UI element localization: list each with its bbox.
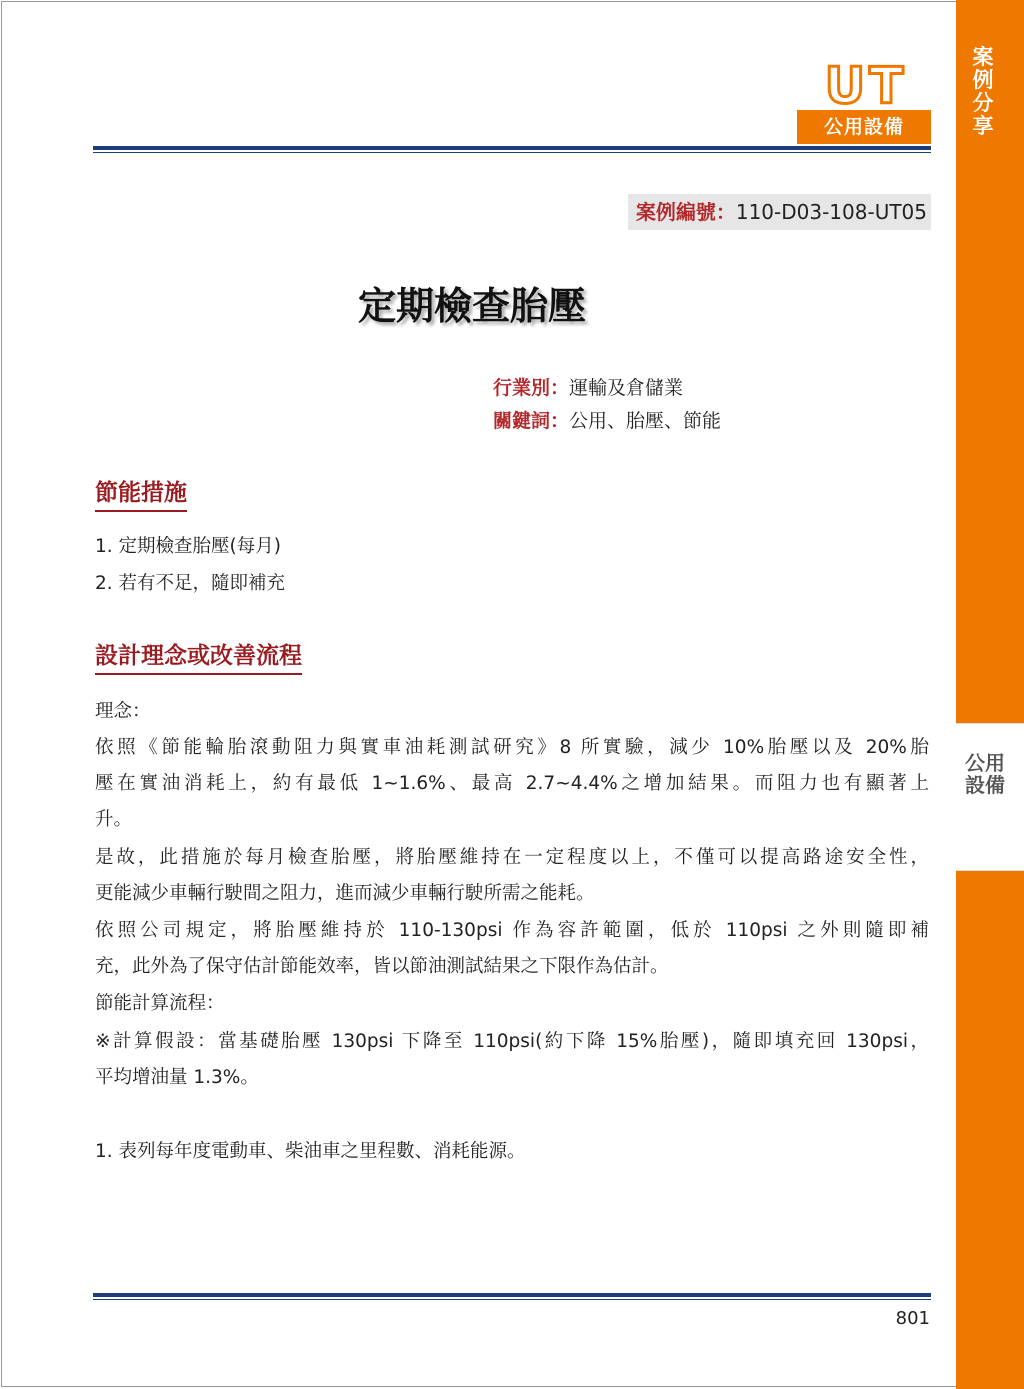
side-band — [956, 0, 1024, 1389]
side-label-case-share: 案例分享 — [972, 45, 994, 138]
design-line: 依照《節能輪胎滾動阻力與實車油耗測試研究》8 所實驗，減少 10%胎壓以及 20%胎 — [95, 737, 929, 758]
case-number-label: 案例編號： — [635, 200, 736, 224]
keywords-value: 公用、胎壓、節能 — [569, 410, 722, 432]
ut-logo — [797, 62, 931, 146]
logo-category-bar: 公用設備 — [797, 110, 931, 144]
measure-item: 1. 定期檢查胎壓(每月) — [95, 536, 281, 557]
design-line: 節能計算流程： — [95, 993, 225, 1014]
industry-line — [493, 372, 683, 404]
design-line: 是故，此措施於每月檢查胎壓，將胎壓維持在一定程度以上，不僅可以提高路途安全性， — [95, 847, 929, 868]
page-title-text: 定期檢查胎壓 — [357, 284, 586, 328]
design-line: ※計算假設：當基礎胎壓 130psi 下降至 110psi(約下降 15%胎壓)，隨即填充回 130psi， — [95, 1031, 929, 1052]
industry-value: 運輸及倉儲業 — [569, 377, 684, 399]
footer-rule — [93, 1293, 931, 1300]
keywords-label: 關鍵詞： — [493, 410, 570, 432]
design-heading: 設計理念或改善流程 — [95, 637, 302, 675]
case-number-value: 110-D03-108-UT05 — [735, 200, 927, 224]
keywords-line — [493, 405, 721, 437]
side-category-tab — [956, 723, 1024, 871]
side-label-category: 公用設備 — [965, 751, 1005, 797]
header-rule — [93, 146, 931, 153]
design-line: 1. 表列每年度電動車、柴油車之里程數、消耗能源。 — [95, 1141, 526, 1162]
design-line: 充，此外為了保守估計節能效率，皆以節油測試結果之下限作為估計。 — [95, 956, 669, 977]
ut-logo-letters — [801, 62, 931, 108]
page-title — [0, 275, 1024, 330]
measure-item: 2. 若有不足，隨即補充 — [95, 573, 286, 594]
design-line: 升。 — [95, 809, 133, 830]
design-line: 平均增油量 1.3%。 — [95, 1067, 259, 1088]
case-number — [628, 194, 931, 230]
design-line: 壓在實油消耗上，約有最低 1~1.6%、最高 2.7~4.4%之增加結果。而阻力也有顯著上 — [95, 773, 929, 794]
industry-label: 行業別： — [493, 377, 570, 399]
page-number: 801 — [895, 1308, 930, 1329]
svg-text:UT: UT — [824, 62, 908, 108]
design-line: 更能減少車輛行駛間之阻力，進而減少車輛行駛所需之能耗。 — [95, 883, 595, 904]
design-line: 依照公司規定，將胎壓維持於 110-130psi 作為容許範圍，低於 110psi 之外則隨即補 — [95, 920, 929, 941]
design-line: 理念： — [95, 701, 151, 722]
measures-heading: 節能措施 — [95, 474, 187, 512]
